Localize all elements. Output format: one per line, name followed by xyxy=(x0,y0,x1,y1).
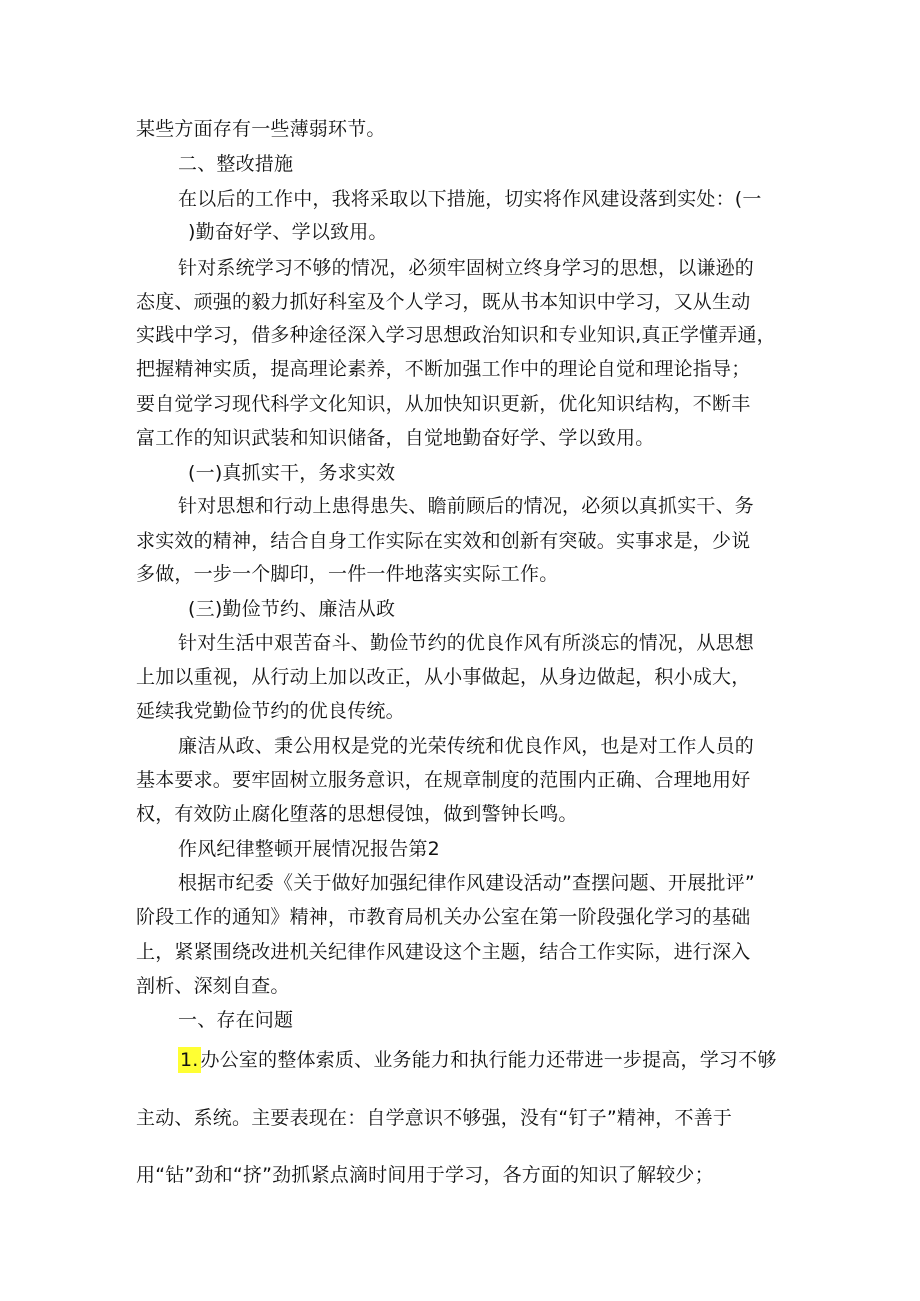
text-line: 根据市纪委《关于做好加强纪律作风建设活动”查摆问题、开展批评” xyxy=(178,872,755,894)
text-line: 权，有效防止腐化堕落的思想侵蚀，做到警钟长鸣。 xyxy=(136,803,578,825)
text-line: 富工作的知识武装和知识储备，自觉地勤奋好学、学以致用。 xyxy=(136,427,655,449)
section-heading: (三)勤俭节约、廉洁从政 xyxy=(188,598,396,620)
report-title: 作风纪律整顿开展情况报告第2 xyxy=(178,838,440,860)
text-line: 基本要求。要牢固树立服务意识，在规章制度的范围内正确、合理地用好 xyxy=(136,769,751,791)
highlight-marker: 1. xyxy=(180,1049,199,1071)
text-line: 某些方面存有一些薄弱环节。 xyxy=(136,118,386,140)
text-line: 把握精神实质，提高理论素养，不断加强工作中的理论自觉和理论指导； xyxy=(136,358,751,380)
text-line-numbered xyxy=(178,1049,777,1071)
text-line: 针对系统学习不够的情况，必须牢固树立终身学习的思想，以谦逊的 xyxy=(178,257,755,279)
section-heading: 一、存在问题 xyxy=(178,1009,294,1031)
text-line: 针对生活中艰苦奋斗、勤俭节约的优良作风有所淡忘的情况，从思想 xyxy=(178,632,755,654)
text-line: 要自觉学习现代科学文化知识，从加快知识更新，优化知识结构，不断丰 xyxy=(136,393,751,415)
text-line: 用“钻”劲和“挤”劲抓紧点滴时间用于学习，各方面的知识了解较少； xyxy=(136,1164,714,1186)
text-line: 阶段工作的通知》精神，市教育局机关办公室在第一阶段强化学习的基础 xyxy=(136,906,751,928)
text-line: 延续我党勤俭节约的优良传统。 xyxy=(136,700,405,722)
text-line: 实践中学习，借多种途径深入学习思想政治知识和专业知识,真正学懂弄通， xyxy=(136,324,776,346)
text-line: 上，紧紧围绕改进机关纪律作风建设这个主题，结合工作实际，进行深入 xyxy=(136,941,751,963)
text-line: 剖析、深刻自查。 xyxy=(136,975,290,997)
section-heading: (一)真抓实干，务求实效 xyxy=(188,462,396,484)
text-line: 廉洁从政、秉公用权是党的光荣传统和优良作风，也是对工作人员的 xyxy=(178,735,755,757)
text-line: 多做，一步一个脚印，一件一件地落实实际工作。 xyxy=(136,563,559,585)
text-line-content: 办公室的整体索质、业务能力和执行能力还带进一步提高，学习不够 xyxy=(200,1049,777,1071)
text-line: 上加以重视，从行动上加以改正，从小事做起，从身边做起，积小成大， xyxy=(136,666,751,688)
text-line: 态度、顽强的毅力抓好科室及个人学习，既从书本知识中学习，又从生动 xyxy=(136,291,751,313)
text-line: 在以后的工作中，我将采取以下措施，切实将作风建设落到实处：(一 xyxy=(178,188,762,210)
text-line: 针对思想和行动上患得患失、瞻前顾后的情况，必须以真抓实干、务 xyxy=(178,495,755,517)
text-line: 主动、系统。主要表现在：自学意识不够强，没有“钉子”精神，不善于 xyxy=(136,1107,733,1129)
text-line: 求实效的精神，结合自身工作实际在实效和创新有突破。实事求是，少说 xyxy=(136,530,751,552)
text-line: )勤奋好学、学以致用。 xyxy=(188,221,388,243)
section-heading: 二、整改措施 xyxy=(178,153,294,175)
